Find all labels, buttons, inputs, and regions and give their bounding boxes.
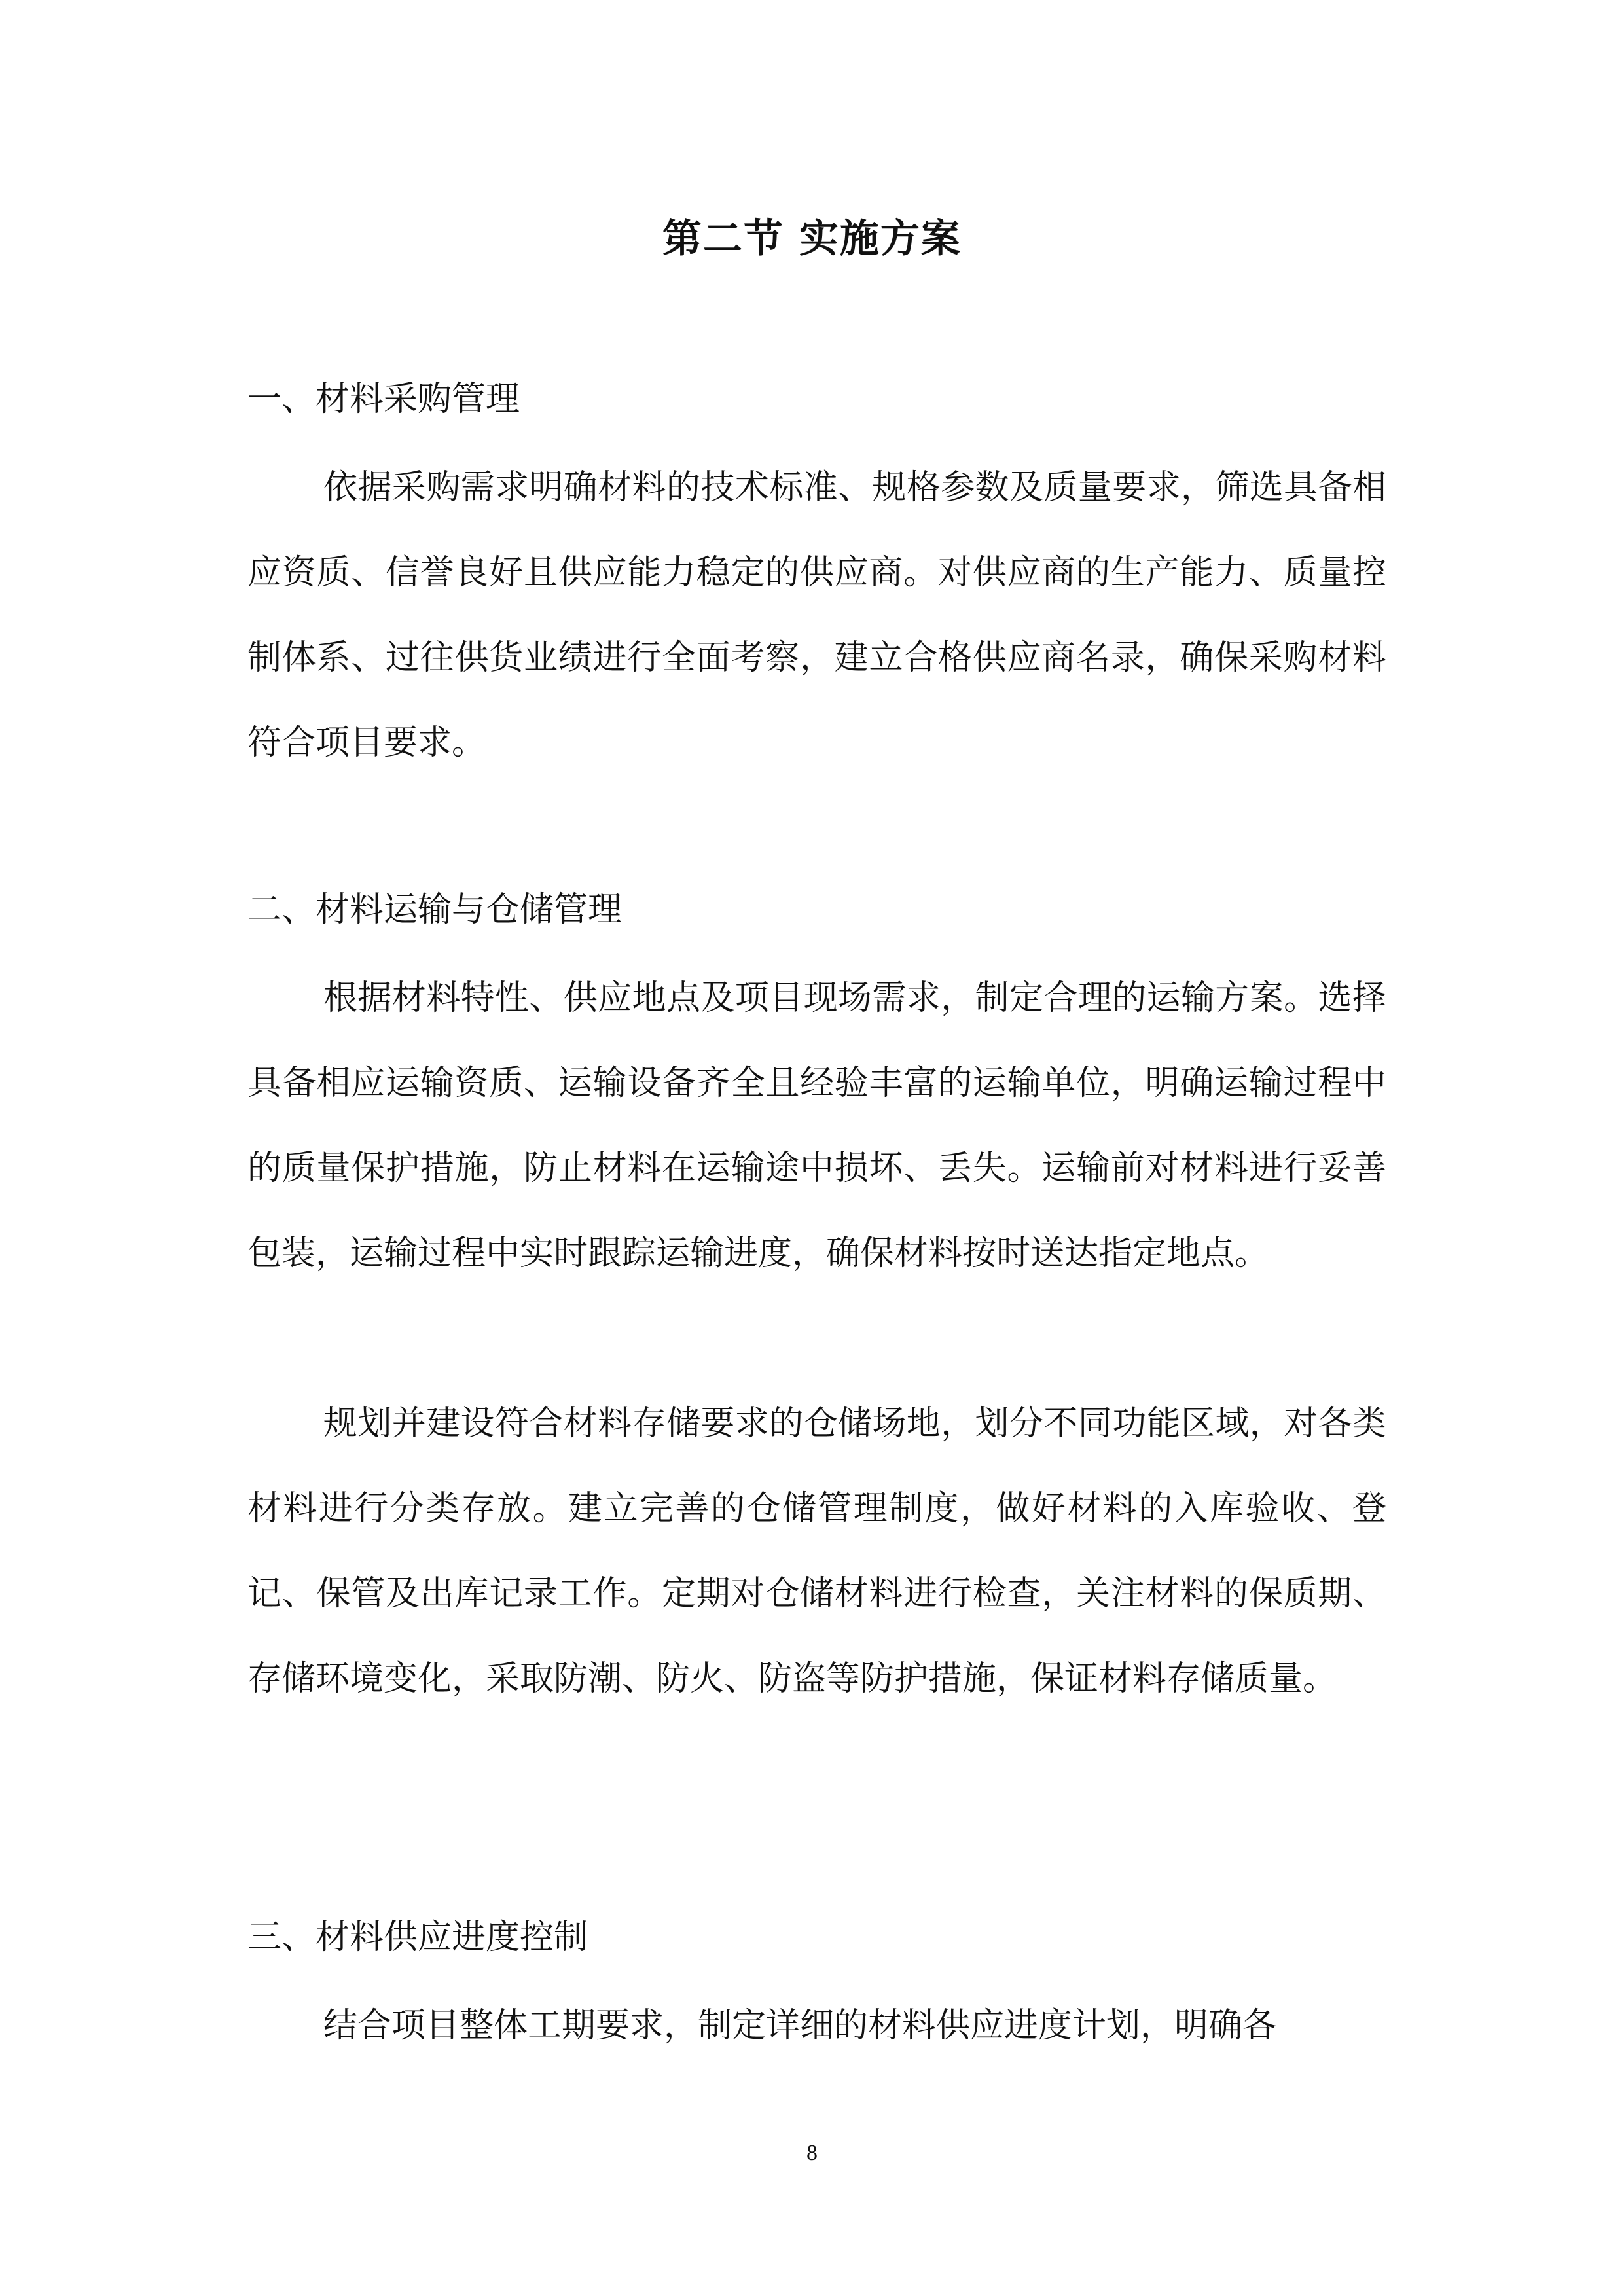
section-heading-transport-storage: 二、材料运输与仓储管理: [247, 890, 623, 929]
section-heading-procurement: 一、材料采购管理: [247, 380, 520, 419]
paragraph-storage: 规划并建设符合材料存储要求的仓储场地，划分不同功能区域，对各类材料进行分类存放。建立完善的仓储管理制度，做好材料的入库验收、登记、保管及出库记录工作。定期对仓储材料进行检查，关注材料的保质期、存储环境变化，采取防潮、防火、防盗等防护措施，保证材料存储质量。: [247, 1404, 1386, 1698]
paragraph-transport: 根据材料特性、供应地点及项目现场需求，制定合理的运输方案。选择具备相应运输资质、运输设备齐全且经验丰富的运输单位，明确运输过程中的质量保护措施，防止材料在运输途中损坏、丢失。运输前对材料进行妥善包装，运输过程中实时跟踪运输进度，确保材料按时送达指定地点。: [247, 978, 1386, 1273]
paragraph-procurement: 依据采购需求明确材料的技术标准、规格参数及质量要求，筛选具备相应资质、信誉良好且供应能力稳定的供应商。对供应商的生产能力、质量控制体系、过往供货业绩进行全面考察，建立合格供应商名录，确保采购材料符合项目要求。: [247, 468, 1386, 762]
page-number: 8: [806, 2141, 818, 2165]
paragraph-supply-schedule: 结合项目整体工期要求，制定详细的材料供应进度计划，明确各: [323, 2006, 1277, 2045]
section-title: 第二节 实施方案: [662, 216, 962, 262]
section-heading-supply-schedule: 三、材料供应进度控制: [247, 1918, 588, 1957]
